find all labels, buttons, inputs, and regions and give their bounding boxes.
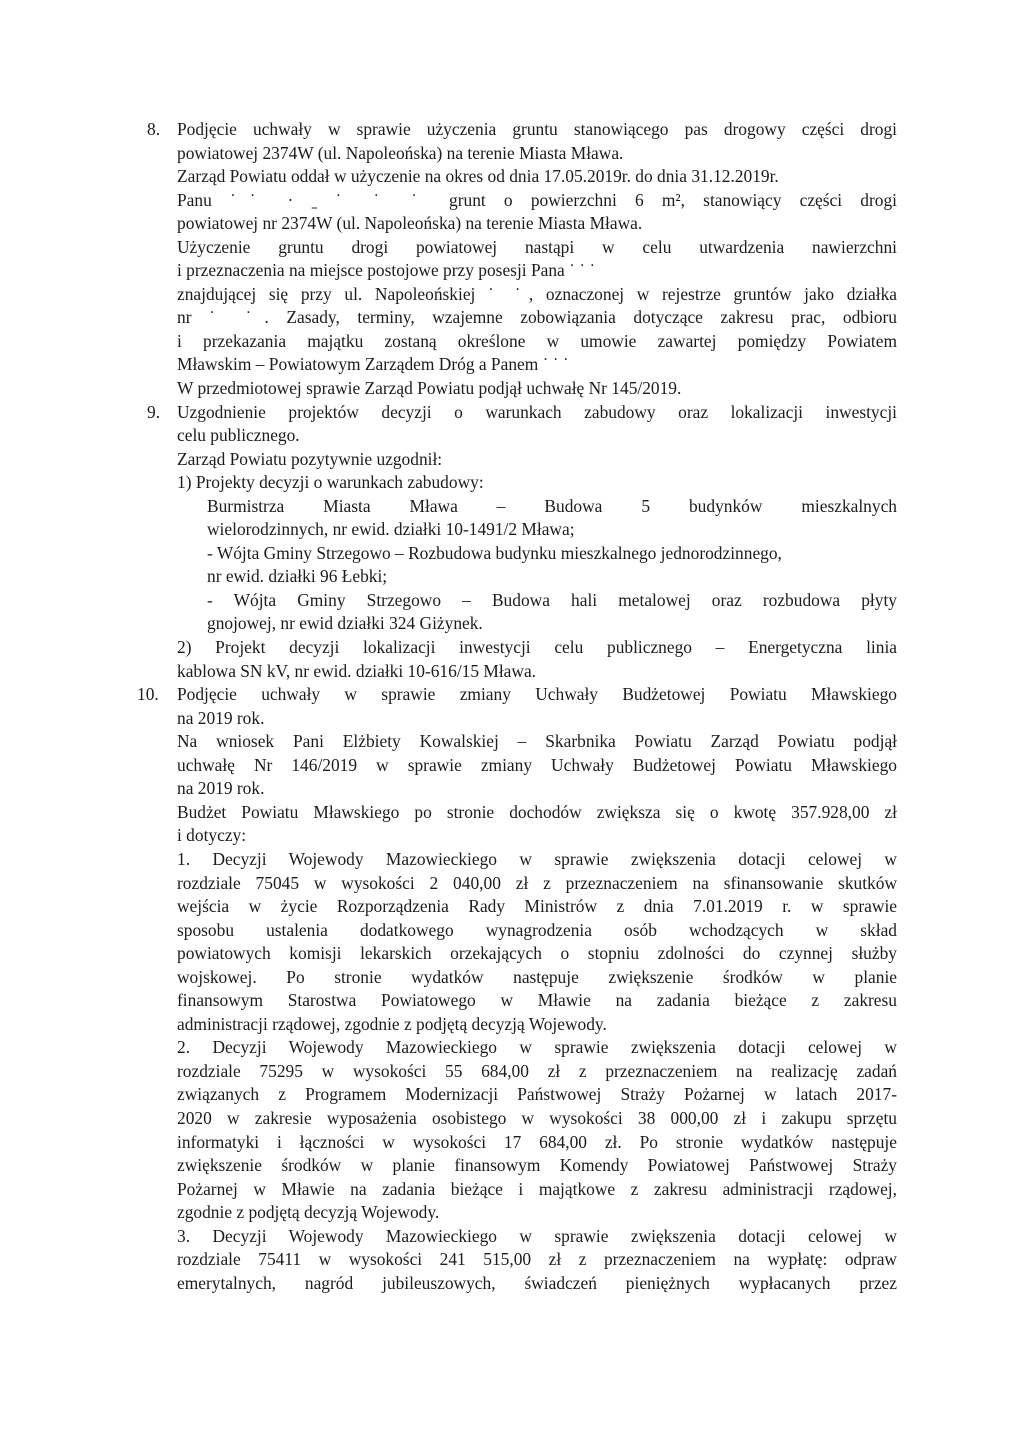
text-line: wejścia w życie Rozporządzenia Rady Ministrów z dnia 7.01.2019 r. w sprawie <box>177 896 897 917</box>
text-line: Burmistrza Miasta Mława – Budowa 5 budynków mieszkalnych <box>207 495 897 516</box>
text-line: rozdziale 75295 w wysokości 55 684,00 zł z przeznaczeniem na realizację zadań <box>177 1060 897 1081</box>
text-line: Użyczenie gruntu drogi powiatowej nastąpi w celu utwardzenia nawierzchni <box>177 236 897 257</box>
item-number: 10. <box>137 684 159 705</box>
text-line: znajdującej się przy ul. Napoleońskiej ˙ ˙, oznaczonej w rejestrze gruntów jako działka <box>177 283 897 304</box>
text-line: 1. Decyzji Wojewody Mazowieckiego w sprawie zwiększenia dotacji celowej w <box>177 848 897 869</box>
text-line: Podjęcie uchwały w sprawie zmiany Uchwały Budżetowej Powiatu Mławskiego <box>177 684 897 705</box>
text-line: Na wniosek Pani Elżbiety Kowalskiej – Skarbnika Powiatu Zarząd Powiatu podjął <box>177 731 897 752</box>
item-8 <box>147 118 897 401</box>
item-9 <box>147 401 897 684</box>
text-line: zgodnie z podjętą decyzją Wojewody. <box>177 1202 440 1223</box>
text-line: emerytalnych, nagród jubileuszowych, świadczeń pieniężnych wypłacanych przez <box>177 1272 897 1293</box>
text-line: finansowym Starostwa Powiatowego w Mławie na zadania bieżące z zakresu <box>177 990 897 1011</box>
text-line: nr ewid. działki 96 Łebki; <box>207 566 388 587</box>
text-line: 1) Projekty decyzji o warunkach zabudowy: <box>177 472 484 493</box>
text-line: i przeznaczenia na miejsce postojowe przy posesji Pana ˙ ˙ ˙ <box>177 260 596 281</box>
text-line: wielorodzinnych, nr ewid. działki 10-1491/2 Mława; <box>207 519 575 540</box>
text-line: powiatowej 2374W (ul. Napoleońska) na terenie Miasta Mława. <box>177 142 624 163</box>
text-line: Zarząd Powiatu pozytywnie uzgodnił: <box>177 448 443 469</box>
text-line: uchwałę Nr 146/2019 w sprawie zmiany Uchwały Budżetowej Powiatu Mławskiego <box>177 754 897 775</box>
text-line: - Wójta Gminy Strzegowo – Budowa hali metalowej oraz rozbudowa płyty <box>207 589 897 610</box>
text-line: celu publicznego. <box>177 425 300 446</box>
text-line: powiatowej nr 2374W (ul. Napoleońska) na terenie Miasta Mława. <box>177 213 643 234</box>
text-line: i dotyczy: <box>177 825 247 846</box>
text-line: informatyki i łączności w wysokości 17 684,00 zł. Po stronie wydatków następuje <box>177 1131 897 1152</box>
text-line: Mławskim – Powiatowym Zarządem Dróg a Panem ˙ ˙ ˙ <box>177 354 569 375</box>
text-line: 3. Decyzji Wojewody Mazowieckiego w sprawie zwiększenia dotacji celowej w <box>177 1225 897 1246</box>
text-line: powiatowych komisji lekarskich orzekających o stopniu zdolności do czynnej służby <box>177 943 897 964</box>
item-number: 8. <box>147 119 161 139</box>
text-line: Panu ˙˙ · ˍ ˙ ˙ ˙ grunt o powierzchni 6 m², stanowiący części drogi <box>177 189 897 210</box>
item-10 <box>137 683 897 1295</box>
text-line: wojskowej. Po stronie wydatków następuje zwiększenie środków w planie <box>177 966 897 987</box>
text-line: Uzgodnienie projektów decyzji o warunkach zabudowy oraz lokalizacji inwestycji <box>177 401 897 422</box>
text-line: Zarząd Powiatu oddał w użyczenie na okres od dnia 17.05.2019r. do dnia 31.12.2019r. <box>177 166 779 187</box>
text-line: Podjęcie uchwały w sprawie użyczenia gruntu stanowiącego pas drogowy części drogi <box>177 119 897 139</box>
text-line: Pożarnej w Mławie na zadania bieżące i majątkowe z zakresu administracji rządowej, <box>177 1178 897 1199</box>
text-line: 2) Projekt decyzji lokalizacji inwestycji celu publicznego – Energetyczna linia <box>177 637 897 658</box>
text-line: kablowa SN kV, nr ewid. działki 10-616/15 Mława. <box>177 660 537 681</box>
text-line: W przedmiotowej sprawie Zarząd Powiatu podjął uchwałę Nr 145/2019. <box>177 378 682 399</box>
document-body <box>137 118 897 1295</box>
text-line: sposobu ustalenia dodatkowego wynagrodzenia osób wchodzących w skład <box>177 919 897 940</box>
decision-list <box>177 495 897 636</box>
text-line: zwiększenie środków w planie finansowym Komendy Powiatowej Państwowej Straży <box>177 1155 897 1176</box>
text-line: Budżet Powiatu Mławskiego po stronie dochodów zwiększa się o kwotę 357.928,00 zł <box>177 801 897 822</box>
text-line: - Wójta Gminy Strzegowo – Rozbudowa budynku mieszkalnego jednorodzinnego, <box>207 542 782 563</box>
text-line: 2020 w zakresie wyposażenia osobistego w wysokości 38 000,00 zł i zakupu sprzętu <box>177 1107 897 1128</box>
text-line: związanych z Programem Modernizacji Państwowej Straży Pożarnej w latach 2017- <box>177 1084 897 1105</box>
text-line: gnojowej, nr ewid działki 324 Giżynek. <box>207 613 483 634</box>
text-line: rozdziale 75411 w wysokości 241 515,00 zł z przeznaczeniem na wypłatę: odpraw <box>177 1249 897 1270</box>
text-line: nr ˙ ˙. Zasady, terminy, wzajemne zobowiązania dotyczące zakresu prac, odbioru <box>177 307 897 328</box>
text-line: i przekazania majątku zostaną określone w umowie zawartej pomiędzy Powiatem <box>177 330 897 351</box>
text-line: administracji rządowej, zgodnie z podjętą decyzją Wojewody. <box>177 1013 607 1034</box>
item-number: 9. <box>147 401 161 422</box>
text-line: rozdziale 75045 w wysokości 2 040,00 zł z przeznaczeniem na sfinansowanie skutków <box>177 872 897 893</box>
text-line: 2. Decyzji Wojewody Mazowieckiego w sprawie zwiększenia dotacji celowej w <box>177 1037 897 1058</box>
text-line: na 2019 rok. <box>177 778 265 799</box>
text-line: na 2019 rok. <box>177 707 265 728</box>
